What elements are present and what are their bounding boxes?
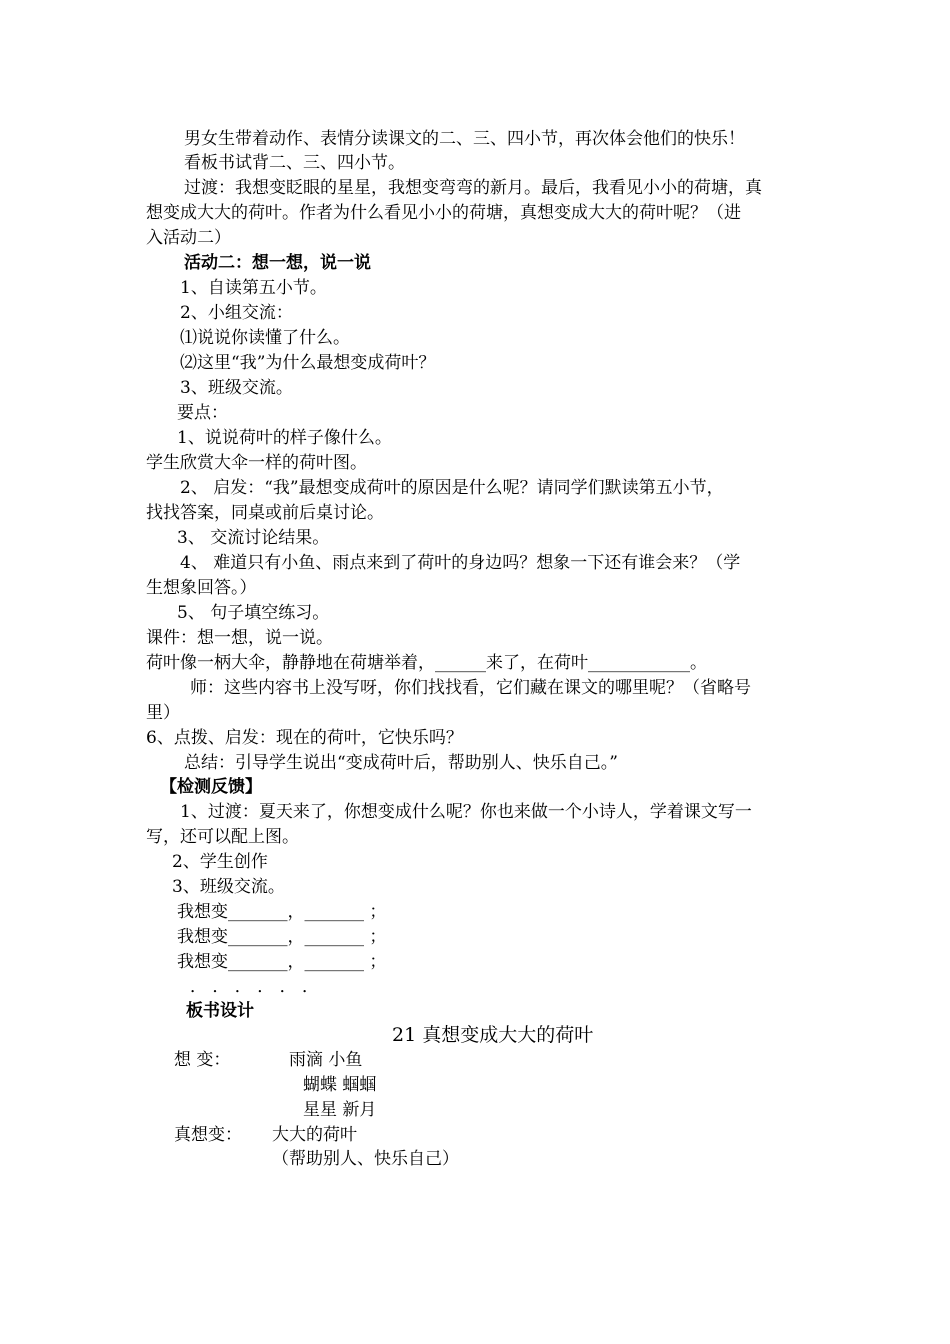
board-row-4-label: 真想变： (174, 1125, 242, 1145)
step-3: 3、班级交流。 (180, 378, 293, 398)
activity2-heading: 活动二：想一想，说一说 (184, 253, 371, 273)
blank-line: 我想变_______，_______ ； (177, 902, 387, 922)
point-1b: 学生欣赏大伞一样的荷叶图。 (146, 453, 367, 473)
intro-line-5: 入活动二） (146, 228, 231, 248)
intro-line-3: 过渡：我想变眨眼的星星，我想变弯弯的新月。最后，我看见小小的荷塘，真 (184, 178, 762, 198)
point-1: 1、说说荷叶的样子像什么。 (177, 428, 392, 448)
summary: 总结：引导学生说出“变成荷叶后，帮助别人、快乐自己。” (184, 753, 618, 773)
intro-line-4: 想变成大大的荷叶。作者为什么看见小小的荷塘，真想变成大大的荷叶呢？（进 (146, 203, 741, 223)
board-row-5-items: （帮助别人、快乐自己） (272, 1149, 459, 1169)
feedback-2: 2、学生创作 (172, 852, 268, 872)
step-2a: ⑴说说你读懂了什么。 (180, 328, 350, 348)
feedback-3: 3、班级交流。 (172, 877, 285, 897)
feedback-1a: 1、过渡：夏天来了，你想变成什么呢？你也来做一个小诗人，学着课文写一 (180, 802, 752, 822)
blank-line: 我想变_______，_______ ； (177, 927, 387, 947)
step-6: 6、点拨、启发：现在的荷叶，它快乐吗？ (146, 728, 463, 748)
point-3: 3、 交流讨论结果。 (177, 528, 330, 548)
courseware: 课件：想一想，说一说。 (146, 628, 333, 648)
step-2b: ⑵这里“我”为什么最想变成荷叶？ (180, 353, 436, 373)
step-1: 1、自读第五小节。 (180, 278, 327, 298)
point-5: 5、 句子填空练习。 (177, 603, 330, 623)
teacher-line-2: 里） (146, 703, 180, 723)
board-title: 21 真想变成大大的荷叶 (392, 1024, 594, 1046)
point-4a: 4、 难道只有小鱼、雨点来到了荷叶的身边吗？想象一下还有谁会来？（学 (180, 553, 741, 573)
feedback-heading: 【检测反馈】 (160, 777, 262, 797)
step-2: 2、小组交流： (180, 303, 293, 323)
points-label: 要点： (177, 403, 228, 423)
point-4b: 生想象回答。） (146, 578, 257, 598)
board-row-1-items: 雨滴 小鱼 (289, 1050, 363, 1070)
board-row-4-items: 大大的荷叶 (272, 1125, 357, 1145)
board-row-1-label: 想 变： (174, 1050, 231, 1070)
ellipsis-dots: ． ． ． ． ． ． (190, 977, 320, 997)
point-2b: 找找答案，同桌或前后桌讨论。 (146, 503, 384, 523)
board-label: 板书设计 (186, 1001, 254, 1021)
point-2a: 2、 启发：“我”最想变成荷叶的原因是什么呢？请同学们默读第五小节， (180, 478, 724, 498)
board-row-3-items: 星星 新月 (303, 1100, 377, 1120)
board-row-2-items: 蝴蝶 蝈蝈 (303, 1075, 377, 1095)
fill-sentence: 荷叶像一柄大伞，静静地在荷塘举着，______来了，在荷叶____________。 (146, 653, 707, 673)
intro-line-1: 男女生带着动作、表情分读课文的二、三、四小节，再次体会他们的快乐！ (184, 129, 745, 149)
feedback-1b: 写，还可以配上图。 (146, 827, 299, 847)
intro-line-2: 看板书试背二、三、四小节。 (184, 153, 405, 173)
blank-line: 我想变_______，_______ ； (177, 952, 387, 972)
teacher-line-1: 师：这些内容书上没写呀，你们找找看，它们藏在课文的哪里呢？（省略号 (190, 678, 751, 698)
